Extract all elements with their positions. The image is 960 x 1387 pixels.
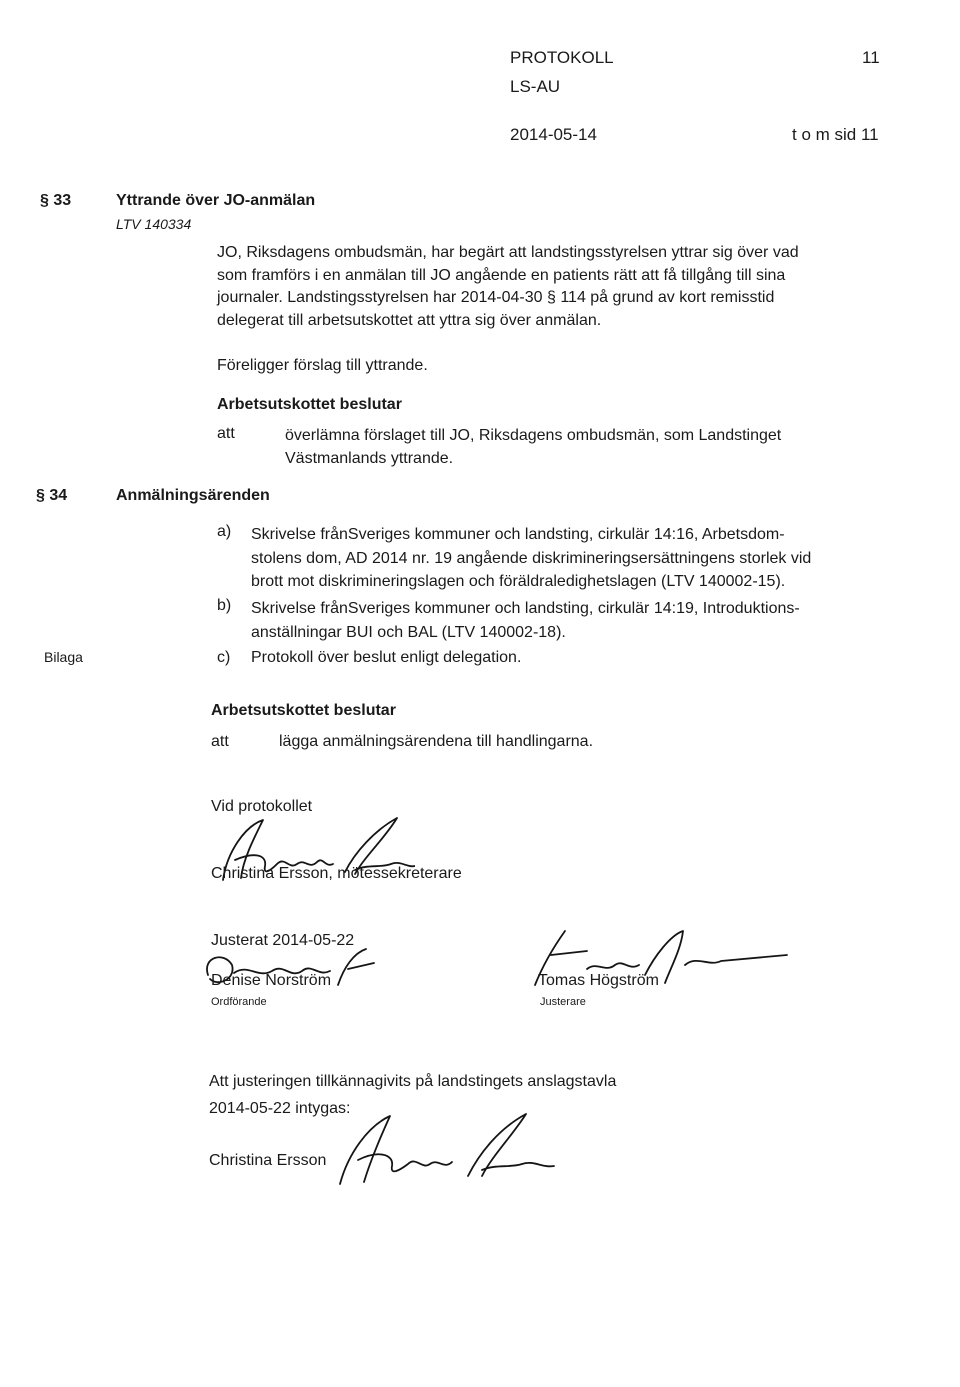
minutes-label: Vid protokollet: [211, 798, 313, 815]
item-line: anställningar BUI och BAL (LTV 140002-18).: [251, 623, 566, 641]
section-34-decision-text: lägga anmälningsärendena till handlingarna.: [279, 733, 594, 750]
section-33-att: att: [217, 425, 235, 442]
chair-role: Ordförande: [211, 996, 267, 1008]
item-line: Skrivelse frånSveriges kommuner och landsting, cirkulär 14:19, Introduktions-: [251, 600, 800, 617]
meeting-date: 2014-05-14: [510, 125, 597, 144]
page-range: t o m sid 11: [792, 125, 879, 144]
item-a-marker: a): [217, 523, 232, 540]
proposal-text: Föreligger förslag till yttrande.: [217, 357, 428, 374]
certifier-name: Christina Ersson: [209, 1152, 327, 1169]
body-line: som framförs i en anmälan till JO angående en patients rätt att få tillgång till sina: [217, 266, 786, 284]
section-34-title: Anmälningsärenden: [116, 487, 270, 504]
section-33-reference: LTV 140334: [116, 216, 192, 232]
section-34-att: att: [211, 733, 229, 750]
adjuster-role: Justerare: [540, 996, 586, 1008]
section-33-decision-text: [285, 425, 781, 470]
item-a-text: [251, 523, 811, 594]
section-34-number: § 34: [36, 487, 68, 504]
body-line: journaler. Landstingsstyrelsen har 2014-04-30 § 114 på grund av kort remisstid: [217, 289, 775, 306]
item-line: Skrivelse frånSveriges kommuner och landsting, cirkulär 14:16, Arbetsdom-: [251, 526, 785, 543]
item-line: brott mot diskrimineringslagen och föräldraledighetslagen (LTV 140002-15).: [251, 573, 786, 590]
certifier-signature: [330, 1110, 560, 1190]
section-33-title: Yttrande över JO-anmälan: [116, 192, 316, 209]
page-number: 11: [862, 48, 880, 67]
adjuster-name: Tomas Högström: [538, 972, 659, 989]
secretary-name: Christina Ersson, mötessekreterare: [211, 865, 462, 882]
section-34-decision-heading: Arbetsutskottet beslutar: [211, 702, 396, 719]
item-c-marker: c): [217, 649, 231, 666]
chair-name: Denise Norström: [211, 972, 332, 989]
item-c-text: Protokoll över beslut enligt delegation.: [251, 649, 522, 666]
item-b-text: [251, 597, 800, 644]
item-b-marker: b): [217, 597, 232, 614]
body-line: JO, Riksdagens ombudsmän, har begärt att landstingsstyrelsen yttrar sig över vad: [217, 244, 799, 261]
body-line: delegerat till arbetsutskottet att yttra sig över anmälan.: [217, 311, 602, 329]
attachment-label: Bilaga: [44, 649, 83, 665]
section-33-body: [217, 242, 799, 332]
decision-line: Västmanlands yttrande.: [285, 449, 454, 467]
item-line: stolens dom, AD 2014 nr. 19 angående diskrimineringsersättningens storlek vid: [251, 549, 812, 567]
section-33-number: § 33: [40, 192, 72, 209]
certify-date: 2014-05-22 intygas:: [209, 1100, 351, 1117]
section-33-decision-heading: Arbetsutskottet beslutar: [217, 396, 402, 413]
document-type: PROTOKOLL: [510, 48, 614, 67]
committee-code: LS-AU: [510, 77, 561, 96]
announcement-text: Att justeringen tillkännagivits på landstingets anslagstavla: [209, 1073, 617, 1090]
adjusted-date-label: Justerat 2014-05-22: [211, 932, 355, 949]
decision-line: överlämna förslaget till JO, Riksdagens ombudsmän, som Landstinget: [285, 427, 782, 444]
